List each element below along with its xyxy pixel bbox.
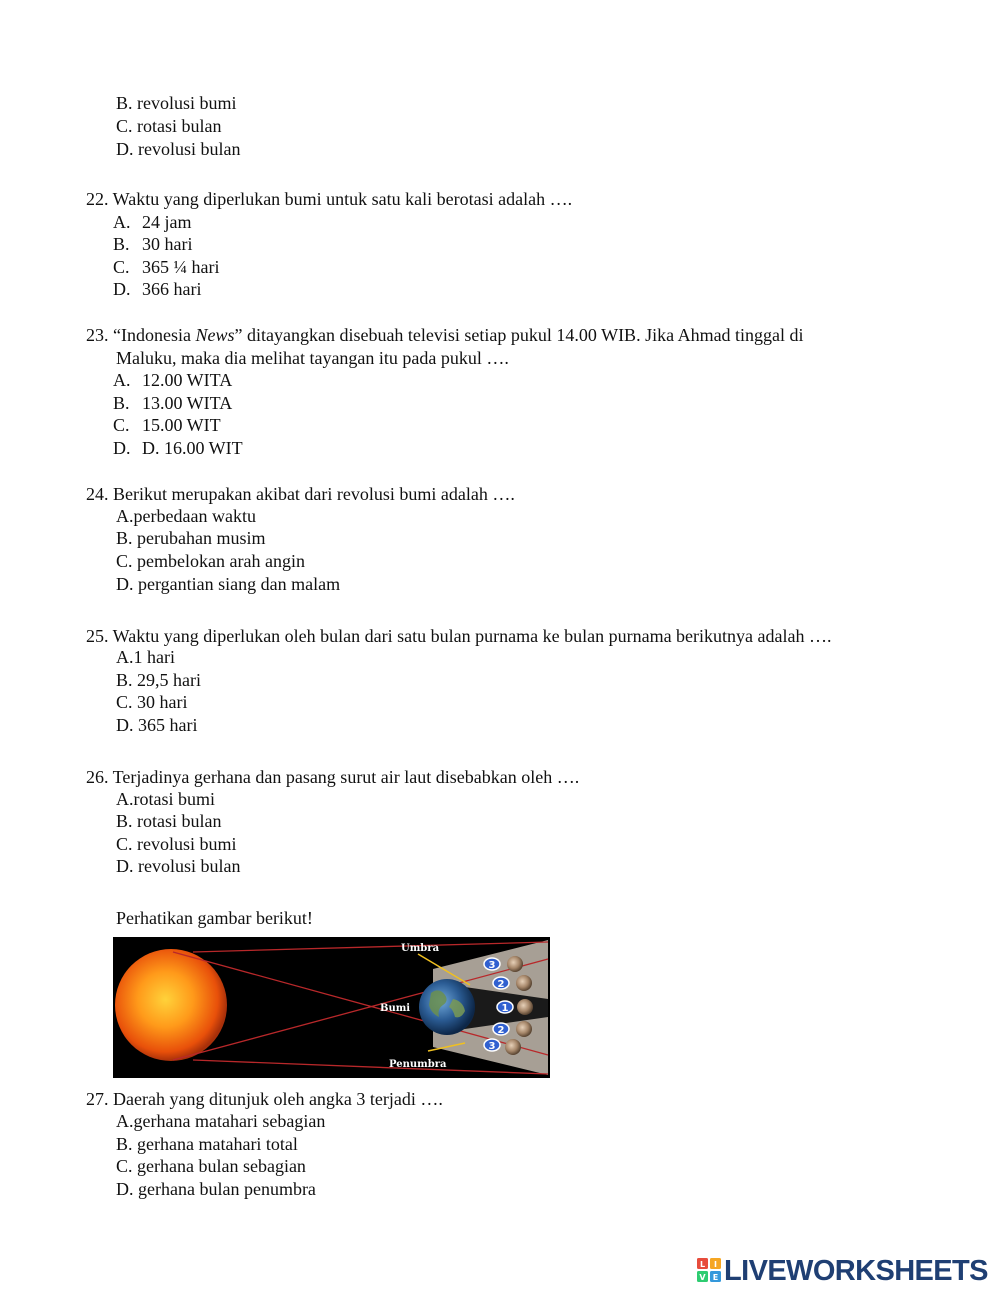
question-23 (86, 324, 804, 346)
q23-text-after: ” ditayangkan disebuah televisi setiap pukul 14.00 WIB. Jika Ahmad tinggal di (234, 325, 804, 345)
option-letter: A. (113, 370, 131, 390)
question-23-line2: Maluku, maka dia melihat tayangan itu pada pukul …. (116, 348, 509, 368)
svg-text:I: I (714, 1260, 717, 1269)
option-letter: A. (113, 212, 131, 232)
svg-text:1: 1 (501, 1003, 509, 1014)
q25-option-c[interactable]: C. 30 hari (116, 692, 188, 712)
liveworksheets-logo (697, 1255, 997, 1287)
svg-text:L: L (699, 1260, 706, 1269)
question-22: 22. Waktu yang diperlukan bumi untuk satu kali berotasi adalah …. (86, 189, 573, 209)
prev-option-d: D. revolusi bulan (116, 139, 241, 159)
option-text: 15.00 WIT (142, 415, 221, 435)
q26-option-d[interactable]: D. revolusi bulan (116, 856, 241, 876)
q24-option-d[interactable]: D. pergantian siang dan malam (116, 574, 341, 594)
q26-option-b[interactable]: B. rotasi bulan (116, 811, 222, 831)
option-text: 13.00 WITA (142, 393, 233, 413)
prev-option-b: B. revolusi bumi (116, 93, 237, 113)
umbra-label: Umbra (401, 943, 440, 954)
ray-line (193, 1060, 548, 1074)
option-letter: C. (113, 257, 130, 277)
option-text: 30 hari (142, 234, 193, 254)
svg-text:V: V (699, 1273, 706, 1282)
svg-text:E: E (712, 1273, 719, 1282)
option-text: 365 ¼ hari (142, 257, 220, 277)
option-letter: D. (113, 279, 131, 299)
svg-text:2: 2 (497, 979, 505, 990)
ray-line (193, 942, 548, 952)
q25-option-a[interactable]: A.1 hari (116, 647, 175, 667)
q27-option-c[interactable]: C. gerhana bulan sebagian (116, 1156, 306, 1176)
q26-option-a[interactable]: A.rotasi bumi (116, 789, 215, 809)
option-letter: C. (113, 415, 130, 435)
sun-icon (115, 949, 227, 1061)
eclipse-figure (113, 937, 550, 1078)
figure-intro: Perhatikan gambar berikut! (116, 908, 313, 928)
q25-option-b[interactable]: B. 29,5 hari (116, 670, 201, 690)
q24-option-c[interactable]: C. pembelokan arah angin (116, 551, 305, 571)
option-letter: B. (113, 234, 130, 254)
eclipse-diagram (113, 937, 550, 1078)
q27-option-d[interactable]: D. gerhana bulan penumbra (116, 1179, 316, 1199)
q26-option-c[interactable]: C. revolusi bumi (116, 834, 237, 854)
svg-text:3: 3 (488, 960, 496, 971)
penumbra-label: Penumbra (389, 1059, 447, 1070)
question-27: 27. Daerah yang ditunjuk oleh angka 3 terjadi …. (86, 1089, 443, 1109)
q25-option-d[interactable]: D. 365 hari (116, 715, 198, 735)
option-text: 24 jam (142, 212, 192, 232)
logo-tiles-icon (697, 1258, 721, 1282)
logo-text: LIVEWORKSHEETS (724, 1255, 988, 1287)
question-26: 26. Terjadinya gerhana dan pasang surut air laut disebabkan oleh …. (86, 767, 580, 787)
earth-icon (419, 979, 475, 1035)
q24-option-b[interactable]: B. perubahan musim (116, 528, 266, 548)
q27-option-a[interactable]: A.gerhana matahari sebagian (116, 1111, 326, 1131)
option-text: D. 16.00 WIT (142, 438, 243, 458)
option-letter: B. (113, 393, 130, 413)
question-24: 24. Berikut merupakan akibat dari revolusi bumi adalah …. (86, 484, 515, 504)
q23-text-italic: News (195, 325, 235, 345)
option-text: 12.00 WITA (142, 370, 233, 390)
svg-text:2: 2 (497, 1025, 505, 1036)
prev-option-c: C. rotasi bulan (116, 116, 222, 136)
option-text: 366 hari (142, 279, 202, 299)
svg-text:3: 3 (488, 1041, 496, 1052)
q23-text-before: 23. “Indonesia (86, 325, 196, 345)
question-25: 25. Waktu yang diperlukan oleh bulan dari satu bulan purnama ke bulan purnama berikutnya adalah …. (86, 626, 832, 646)
q27-option-b[interactable]: B. gerhana matahari total (116, 1134, 298, 1154)
q24-option-a[interactable]: A.perbedaan waktu (116, 506, 256, 526)
bumi-label: Bumi (380, 1003, 411, 1014)
option-letter: D. (113, 438, 131, 458)
